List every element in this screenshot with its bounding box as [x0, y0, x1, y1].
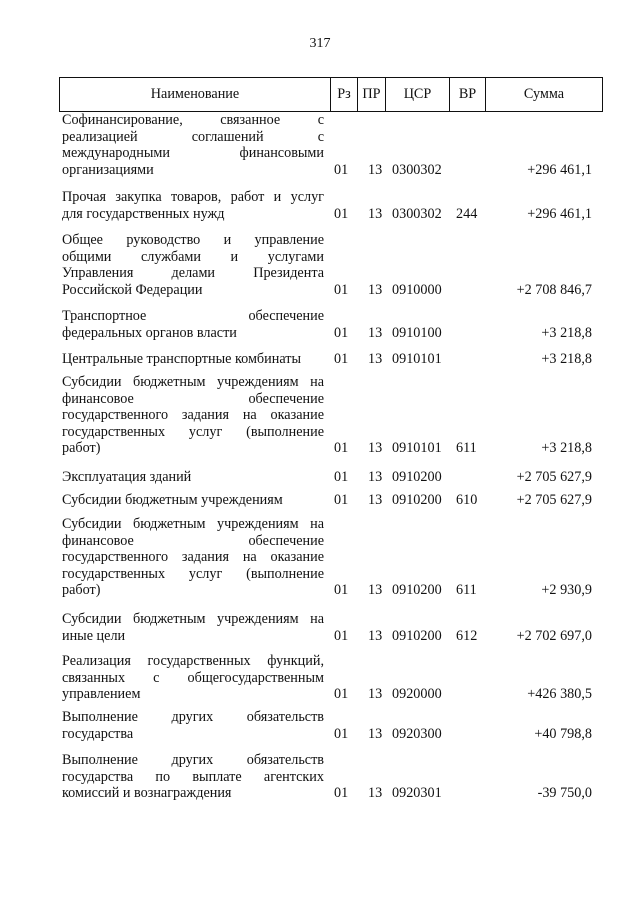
row-name-line: Субсидии бюджетным учреждениям на — [62, 611, 324, 627]
row-name-line: Прочая закупка товаров, работ и услуг — [62, 189, 324, 205]
row-vr: 244 — [456, 205, 478, 222]
row-rz: 01 — [334, 440, 349, 457]
row-csr: 0910200 — [392, 627, 442, 644]
table-header — [59, 77, 603, 112]
row-vr: 611 — [456, 582, 477, 599]
row-name-line: государственного задания на оказание — [62, 407, 324, 424]
row-name-line: финансовое обеспечение — [62, 532, 324, 549]
row-name-line: организациями — [62, 161, 154, 178]
row-csr: 0910200 — [392, 492, 442, 508]
table-row — [0, 112, 640, 178]
row-rz: 01 — [334, 281, 349, 298]
row-name-line: связанных с общегосударственным — [62, 669, 324, 686]
row-name-line: финансовое обеспечение — [62, 390, 324, 407]
row-rz: 01 — [334, 627, 349, 644]
row-pr: 13 — [368, 686, 383, 703]
row-csr: 0910101 — [392, 351, 442, 367]
row-sum: +2 705 627,9 — [516, 469, 592, 485]
row-name-line: международными финансовыми — [62, 145, 324, 162]
row-pr: 13 — [368, 582, 383, 599]
row-rz: 01 — [334, 785, 349, 802]
row-name — [62, 469, 324, 486]
row-rz: 01 — [334, 205, 349, 222]
row-csr: 0920301 — [392, 785, 442, 802]
row-name-line: управлением — [62, 686, 141, 703]
row-name-line: Транспортное обеспечение — [62, 308, 324, 324]
row-pr: 13 — [368, 492, 383, 508]
row-sum: +3 218,8 — [541, 324, 592, 341]
header-vr: ВР — [450, 78, 486, 111]
row-vr: 612 — [456, 627, 478, 644]
row-name — [62, 374, 324, 457]
row-rz: 01 — [334, 161, 349, 178]
table-row — [0, 516, 640, 599]
row-sum: +2 930,9 — [541, 582, 592, 599]
table-row — [0, 469, 640, 486]
row-name — [62, 516, 324, 599]
row-name-line: государства — [62, 725, 134, 742]
row-pr: 13 — [368, 627, 383, 644]
row-name — [62, 351, 324, 368]
table-row — [0, 709, 640, 742]
row-pr: 13 — [368, 725, 383, 742]
header-name: Наименование — [60, 78, 331, 111]
row-rz: 01 — [334, 492, 349, 508]
row-vr: 611 — [456, 440, 477, 457]
table-row — [0, 611, 640, 644]
row-sum: +296 461,1 — [527, 161, 592, 178]
row-rz: 01 — [334, 351, 349, 367]
row-name-line: Общее руководство и управление — [62, 232, 324, 248]
row-name — [62, 709, 324, 742]
row-name — [62, 752, 324, 802]
row-vr: 610 — [456, 492, 478, 508]
row-name-line: Выполнение других обязательств — [62, 709, 324, 725]
row-name-line: Центральные транспортные комбинаты — [62, 351, 301, 367]
row-csr: 0910101 — [392, 440, 442, 457]
row-csr: 0910200 — [392, 469, 442, 485]
row-name-line: государственного задания на оказание — [62, 549, 324, 566]
row-name-line: государства по выплате агентских — [62, 768, 324, 785]
row-pr: 13 — [368, 785, 383, 802]
row-name-line: Эксплуатация зданий — [62, 469, 192, 485]
row-name — [62, 112, 324, 178]
row-name — [62, 653, 324, 703]
table-row — [0, 351, 640, 368]
row-csr: 0920300 — [392, 725, 442, 742]
row-name — [62, 189, 324, 222]
row-csr: 0300302 — [392, 161, 442, 178]
table-body — [0, 112, 640, 812]
row-name — [62, 611, 324, 644]
row-name — [62, 232, 324, 298]
row-name-line: для государственных нужд — [62, 205, 225, 222]
row-name-line: иные цели — [62, 627, 126, 644]
row-pr: 13 — [368, 324, 383, 341]
row-sum: +3 218,8 — [541, 351, 592, 367]
row-name-line: Управления делами Президента — [62, 265, 324, 282]
row-name-line: работ) — [62, 582, 101, 599]
row-pr: 13 — [368, 281, 383, 298]
row-name-line: Выполнение других обязательств — [62, 752, 324, 768]
table-row — [0, 374, 640, 457]
row-sum: +2 705 627,9 — [516, 492, 592, 508]
row-pr: 13 — [368, 205, 383, 222]
row-csr: 0910100 — [392, 324, 442, 341]
row-csr: 0910200 — [392, 582, 442, 599]
table-row — [0, 189, 640, 222]
row-sum: +296 461,1 — [527, 205, 592, 222]
row-sum: +3 218,8 — [541, 440, 592, 457]
row-sum: +426 380,5 — [527, 686, 592, 703]
row-rz: 01 — [334, 686, 349, 703]
table-row — [0, 492, 640, 509]
table-row — [0, 308, 640, 341]
row-sum: +2 708 846,7 — [516, 281, 592, 298]
row-name-line: Софинансирование, связанное с — [62, 112, 324, 128]
row-pr: 13 — [368, 351, 383, 367]
table-row — [0, 752, 640, 802]
row-pr: 13 — [368, 440, 383, 457]
row-rz: 01 — [334, 725, 349, 742]
row-name-line: Российской Федерации — [62, 281, 203, 298]
row-name-line: Субсидии бюджетным учреждениям на — [62, 374, 324, 390]
row-pr: 13 — [368, 469, 383, 485]
row-rz: 01 — [334, 324, 349, 341]
row-name-line: государственных услуг (выполнение — [62, 565, 324, 582]
row-name-line: реализацией соглашений с — [62, 128, 324, 145]
row-name-line: Субсидии бюджетным учреждениям — [62, 492, 283, 508]
header-csr: ЦСР — [386, 78, 450, 111]
row-name-line: Субсидии бюджетным учреждениям на — [62, 516, 324, 532]
row-csr: 0910000 — [392, 281, 442, 298]
table-row — [0, 653, 640, 703]
row-sum: +2 702 697,0 — [516, 627, 592, 644]
row-name — [62, 308, 324, 341]
row-csr: 0300302 — [392, 205, 442, 222]
row-name-line: Реализация государственных функций, — [62, 653, 324, 669]
row-pr: 13 — [368, 161, 383, 178]
row-name-line: общими службами и услугами — [62, 248, 324, 265]
header-sum: Сумма — [523, 86, 565, 102]
row-name-line: федеральных органов власти — [62, 324, 237, 341]
row-name — [62, 492, 324, 509]
row-rz: 01 — [334, 469, 349, 485]
row-name-line: работ) — [62, 440, 101, 457]
page-number: 317 — [309, 36, 331, 51]
row-rz: 01 — [334, 582, 349, 599]
header-rz: Рз — [331, 78, 358, 111]
row-name-line: государственных услуг (выполнение — [62, 423, 324, 440]
table-row — [0, 232, 640, 298]
row-sum: -39 750,0 — [537, 785, 592, 802]
row-sum: +40 798,8 — [534, 725, 592, 742]
header-pr: ПР — [358, 78, 386, 111]
row-name-line: комиссий и вознаграждения — [62, 785, 232, 802]
row-csr: 0920000 — [392, 686, 442, 703]
